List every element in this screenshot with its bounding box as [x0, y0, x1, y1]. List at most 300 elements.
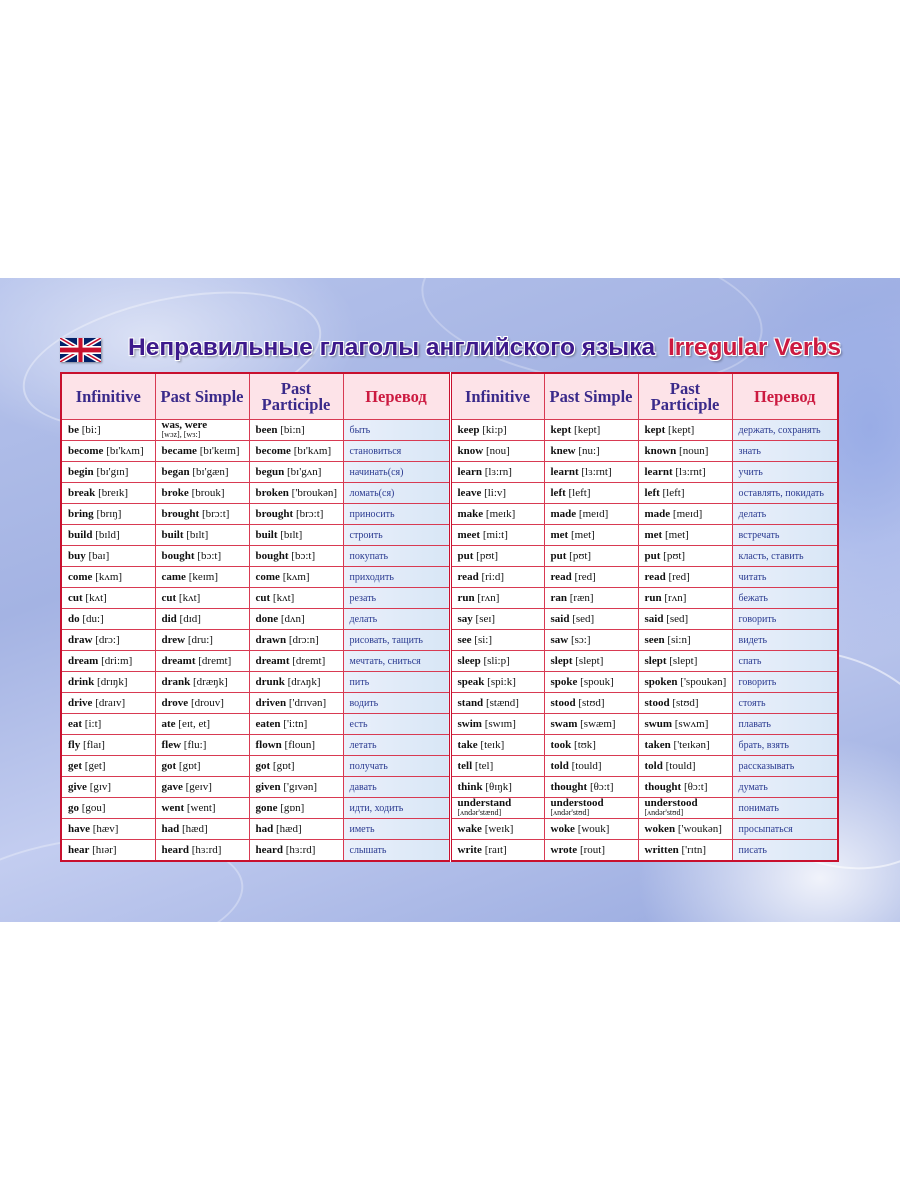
verb-form: break [68, 487, 96, 499]
verb-transcription: [bɪ'gɪn] [96, 466, 129, 478]
verb-transcription: [meɪk] [485, 508, 516, 520]
verb-past-participle [249, 693, 343, 714]
verb-form: swum [644, 718, 673, 730]
verb-past-simple [544, 693, 638, 714]
verb-transcription: [swæm] [580, 718, 616, 730]
verb-past-simple [544, 609, 638, 630]
verb-form: told [644, 760, 663, 772]
verb-past-participle [249, 609, 343, 630]
verb-form: woken [644, 823, 676, 835]
verb-transcription: [meɪd] [672, 508, 703, 520]
verb-transcription: [dʌn] [280, 613, 305, 625]
verb-form: met [644, 529, 663, 541]
verb-stacked [551, 799, 638, 817]
verb-transcription: [lɜ:rnt] [581, 466, 612, 478]
verb-transcription: [hɜ:rd] [191, 844, 222, 856]
verb-transcription: [meɪd] [578, 508, 609, 520]
verb-transcription: [brɔ:t] [295, 508, 324, 520]
verb-form: cut [68, 592, 83, 604]
verb-form: driven [255, 697, 287, 709]
verb-infinitive [61, 756, 155, 777]
verb-form: run [644, 592, 662, 604]
verb-transcription: [ʌndər'stænd] [457, 808, 502, 817]
verb-transcription: [nou] [485, 445, 510, 457]
header-past-simple: Past Simple [544, 373, 638, 420]
verb-transcription: [drʌŋk] [287, 676, 321, 688]
verb-form: thought [644, 781, 682, 793]
verb-infinitive [450, 483, 544, 504]
verb-transcription: [bɪ'kʌm] [293, 445, 332, 457]
verb-translation: знать [732, 441, 838, 462]
verb-transcription: [bɔ:t] [197, 550, 222, 562]
table-header-row [61, 373, 838, 420]
verb-transcription: ['spoukən] [680, 676, 727, 688]
verb-past-simple [544, 525, 638, 546]
verb-transcription: [brouk] [191, 487, 225, 499]
verb-transcription: [pʊt] [569, 550, 592, 562]
verb-translation: класть, ставить [732, 546, 838, 567]
verb-translation: говорить [732, 609, 838, 630]
verb-translation: приходить [343, 567, 450, 588]
verb-form: got [255, 760, 271, 772]
verb-form: made [644, 508, 671, 520]
table-row [61, 714, 838, 735]
verb-form: see [457, 634, 472, 646]
verb-past-participle [638, 504, 732, 525]
verb-transcription: [lɜ:rnt] [675, 466, 706, 478]
verb-form: begun [255, 466, 285, 478]
verb-form: tell [457, 760, 473, 772]
verb-infinitive [61, 651, 155, 672]
verb-infinitive [450, 777, 544, 798]
verb-form: took [550, 739, 572, 751]
verb-form: drawn [255, 634, 287, 646]
verb-translation: читать [732, 567, 838, 588]
verb-transcription: [sɔ:] [570, 634, 591, 646]
table-row [61, 672, 838, 693]
verb-infinitive [450, 651, 544, 672]
verb-form: kept [644, 424, 666, 436]
verb-transcription: [swʌm] [674, 718, 709, 730]
verb-form: written [644, 844, 679, 856]
verb-translation: ломать(ся) [343, 483, 450, 504]
verb-past-participle [638, 588, 732, 609]
verb-past-participle [249, 420, 343, 441]
verb-transcription: [slept] [575, 655, 604, 667]
verb-infinitive [450, 525, 544, 546]
verb-transcription: [teɪk] [480, 739, 505, 751]
verb-form: learn [457, 466, 482, 478]
verb-past-participle [249, 525, 343, 546]
verb-transcription: [si:n] [667, 634, 691, 646]
verb-past-participle [249, 483, 343, 504]
verb-transcription: [left] [568, 487, 591, 499]
verb-form: put [457, 550, 474, 562]
verb-transcription: [drouv] [190, 697, 224, 709]
verb-stacked [162, 421, 249, 439]
verb-infinitive [61, 609, 155, 630]
irregular-verbs-poster [0, 278, 900, 922]
verb-past-participle [249, 504, 343, 525]
verb-form: write [457, 844, 482, 856]
verb-past-participle [638, 525, 732, 546]
verb-past-participle [638, 483, 732, 504]
verb-form: drove [161, 697, 189, 709]
verb-translation: делать [732, 504, 838, 525]
table-row [61, 420, 838, 441]
verb-past-participle [638, 546, 732, 567]
verb-form: began [161, 466, 190, 478]
verb-form: gone [255, 802, 278, 814]
verb-transcription: [bɪ'kʌm] [106, 445, 144, 457]
verb-form: dreamt [161, 655, 196, 667]
verb-transcription: [tould] [571, 760, 602, 772]
verb-form: did [161, 613, 177, 625]
verb-transcription: [ræn] [569, 592, 594, 604]
verb-transcription: [du:] [82, 613, 104, 625]
verb-past-simple [544, 756, 638, 777]
verb-transcription: [kept] [574, 424, 601, 436]
verb-past-simple [155, 567, 249, 588]
verb-past-simple [155, 420, 249, 441]
verb-infinitive [61, 420, 155, 441]
verb-transcription: [spi:k] [487, 676, 516, 688]
verb-transcription: [stʊd] [672, 697, 699, 709]
verb-infinitive [450, 462, 544, 483]
verb-past-participle [249, 756, 343, 777]
verb-transcription: [bi:n] [280, 424, 305, 436]
verb-transcription: [geɪv] [185, 781, 212, 793]
verb-transcription: [bɪ'keɪm] [199, 445, 240, 457]
verb-form: begin [68, 466, 94, 478]
verb-transcription: [hæd] [182, 823, 208, 835]
verb-transcription: [tel] [474, 760, 494, 772]
verb-form: heard [161, 844, 189, 856]
verb-transcription: [red] [574, 571, 596, 583]
verb-transcription: [ri:d] [481, 571, 505, 583]
verb-form: ate [161, 718, 176, 730]
verb-transcription: [θɔ:t] [683, 781, 708, 793]
verb-past-participle [249, 714, 343, 735]
verb-transcription: [drɪŋk] [97, 676, 128, 688]
verb-form: swam [550, 718, 578, 730]
verb-transcription: [rʌn] [664, 592, 687, 604]
verb-past-simple [155, 525, 249, 546]
verb-form: hear [68, 844, 90, 856]
verb-transcription: [kept] [668, 424, 695, 436]
verb-past-simple [544, 504, 638, 525]
verb-transcription: [kʌt] [178, 592, 201, 604]
verb-transcription: [θɪŋk] [485, 781, 512, 793]
verb-past-simple [155, 735, 249, 756]
verb-form: said [644, 613, 664, 625]
verb-infinitive [450, 714, 544, 735]
verb-form: drink [68, 676, 95, 688]
table-row [61, 504, 838, 525]
verb-past-simple [544, 714, 638, 735]
table-row [61, 756, 838, 777]
verb-past-participle [638, 462, 732, 483]
verb-transcription: [flu:] [183, 739, 207, 751]
verb-transcription: [ʌndər'stʊd] [644, 808, 684, 817]
verb-translation: пить [343, 672, 450, 693]
verb-form: stood [644, 697, 670, 709]
header-infinitive: Infinitive [61, 373, 155, 420]
verb-transcription: [rʌn] [477, 592, 500, 604]
verb-form: fly [68, 739, 81, 751]
verb-translation: просыпаться [732, 819, 838, 840]
verb-form: was, were [161, 419, 208, 431]
verb-transcription: [dri:m] [101, 655, 133, 667]
verb-translation: говорить [732, 672, 838, 693]
verb-form: built [161, 529, 184, 541]
verb-form: kept [550, 424, 572, 436]
verb-past-simple [155, 630, 249, 651]
verb-transcription: [red] [668, 571, 690, 583]
verb-translation: водить [343, 693, 450, 714]
verb-form: say [457, 613, 473, 625]
header-translation: Перевод [732, 373, 838, 420]
verb-translation: рисовать, тащить [343, 630, 450, 651]
verb-transcription: [nu:] [578, 445, 600, 457]
table-row [61, 609, 838, 630]
verb-past-simple [155, 672, 249, 693]
poster-title-ru: Неправильные глаголы английского языка [128, 334, 656, 361]
verb-transcription: [brɪŋ] [96, 508, 122, 520]
table-row [61, 483, 838, 504]
verb-transcription: [ʌndər'stʊd] [550, 808, 590, 817]
verb-past-simple [155, 588, 249, 609]
verb-infinitive [61, 693, 155, 714]
verb-form: became [161, 445, 197, 457]
verb-past-simple [155, 483, 249, 504]
verb-past-participle [638, 840, 732, 862]
verb-past-simple [155, 714, 249, 735]
verb-transcription: [lɜ:rn] [484, 466, 512, 478]
verb-past-simple [544, 672, 638, 693]
verb-transcription: [pʊt] [476, 550, 499, 562]
verb-form: heard [255, 844, 283, 856]
verb-transcription: [hæd] [276, 823, 302, 835]
verb-form: went [161, 802, 185, 814]
verb-transcription: [sed] [666, 613, 689, 625]
verb-infinitive [450, 588, 544, 609]
table-row [61, 798, 838, 819]
verb-form: said [550, 613, 570, 625]
verb-infinitive [450, 609, 544, 630]
verb-infinitive [450, 756, 544, 777]
verb-infinitive [450, 693, 544, 714]
verb-transcription: [pʊt] [663, 550, 686, 562]
verb-translation: рассказывать [732, 756, 838, 777]
verb-past-participle [249, 840, 343, 862]
verb-translation: учить [732, 462, 838, 483]
verb-infinitive [61, 819, 155, 840]
verb-infinitive [450, 420, 544, 441]
verb-transcription: [left] [662, 487, 685, 499]
verb-translation: слышать [343, 840, 450, 862]
verb-past-participle [249, 798, 343, 819]
verb-translation: летать [343, 735, 450, 756]
verb-transcription: [breɪk] [98, 487, 128, 499]
verb-translation: мечтать, сниться [343, 651, 450, 672]
verb-transcription: [tʊk] [574, 739, 596, 751]
verb-infinitive [450, 546, 544, 567]
verb-transcription: ['drɪvən] [288, 697, 327, 709]
table-row [61, 546, 838, 567]
verb-past-participle [249, 651, 343, 672]
verb-transcription: [bɪlt] [186, 529, 209, 541]
verb-transcription: [met] [664, 529, 689, 541]
verb-form: eaten [255, 718, 281, 730]
verb-past-simple [544, 567, 638, 588]
verb-form: become [255, 445, 291, 457]
verb-form: read [550, 571, 572, 583]
poster-title-en: Irregular Verbs [668, 334, 841, 361]
verb-transcription: [si:] [474, 634, 493, 646]
verb-translation: резать [343, 588, 450, 609]
verb-form: buy [68, 550, 86, 562]
verb-past-participle [638, 777, 732, 798]
verb-transcription: [gɒt] [272, 760, 295, 772]
verb-transcription: [i:t] [84, 718, 102, 730]
verb-transcription: [wɔz], [wɜ:] [161, 430, 201, 439]
verb-form: left [550, 487, 566, 499]
verb-transcription: [dremt] [292, 655, 326, 667]
verb-infinitive [450, 567, 544, 588]
verb-translation: плавать [732, 714, 838, 735]
verb-form: speak [457, 676, 485, 688]
verb-form: drive [68, 697, 93, 709]
verb-form: keep [457, 424, 480, 436]
verb-infinitive [450, 735, 544, 756]
verb-form: stand [457, 697, 484, 709]
verb-translation: оставлять, покидать [732, 483, 838, 504]
verb-form: been [255, 424, 278, 436]
verb-past-participle [249, 441, 343, 462]
verb-translation: приносить [343, 504, 450, 525]
verb-past-simple [155, 693, 249, 714]
verb-translation: понимать [732, 798, 838, 819]
verb-infinitive [450, 441, 544, 462]
verb-transcription: [kʌt] [272, 592, 295, 604]
verb-form: learnt [550, 466, 579, 478]
verb-form: run [457, 592, 475, 604]
verb-transcription: [kʌm] [95, 571, 123, 583]
verb-form: build [68, 529, 93, 541]
verb-past-participle [249, 819, 343, 840]
verb-transcription: [gou] [81, 802, 106, 814]
verb-form: understood [550, 797, 604, 809]
verb-past-participle [638, 756, 732, 777]
verb-form: know [457, 445, 484, 457]
verb-translation: покупать [343, 546, 450, 567]
verb-form: had [161, 823, 180, 835]
verb-translation: видеть [732, 630, 838, 651]
table-row [61, 735, 838, 756]
verb-transcription: [bɪld] [95, 529, 120, 541]
verb-form: flown [255, 739, 282, 751]
verb-transcription: [kʌt] [85, 592, 107, 604]
verb-infinitive [61, 798, 155, 819]
verb-infinitive [61, 630, 155, 651]
verb-stacked [645, 799, 732, 817]
verb-form: spoken [644, 676, 678, 688]
verb-past-simple [544, 651, 638, 672]
verb-past-participle [249, 630, 343, 651]
verb-transcription: [met] [570, 529, 595, 541]
verb-past-participle [249, 567, 343, 588]
verb-transcription: [get] [84, 760, 106, 772]
verb-past-simple [544, 798, 638, 819]
verb-infinitive [450, 672, 544, 693]
verb-transcription: [bɪlt] [280, 529, 303, 541]
verb-past-participle [249, 546, 343, 567]
verb-past-simple [544, 588, 638, 609]
table-row [61, 777, 838, 798]
verb-transcription: [dɪd] [179, 613, 201, 625]
verb-past-participle [638, 441, 732, 462]
verb-translation: бежать [732, 588, 838, 609]
verb-transcription: [weɪk] [484, 823, 514, 835]
verb-form: met [550, 529, 569, 541]
verb-translation: брать, взять [732, 735, 838, 756]
verb-transcription: [rout] [579, 844, 605, 856]
verb-transcription: [tould] [665, 760, 696, 772]
verb-transcription: [stænd] [485, 697, 519, 709]
verb-infinitive [61, 735, 155, 756]
verb-form: learnt [644, 466, 673, 478]
verb-past-simple [155, 609, 249, 630]
verb-past-participle [638, 819, 732, 840]
verb-past-participle [638, 651, 732, 672]
verb-translation: спать [732, 651, 838, 672]
verb-transcription: [baɪ] [88, 550, 110, 562]
verb-form: swim [457, 718, 482, 730]
verb-past-participle [249, 777, 343, 798]
verb-infinitive [61, 483, 155, 504]
verb-form: got [161, 760, 177, 772]
verb-transcription: [wouk] [577, 823, 610, 835]
verb-form: made [550, 508, 577, 520]
verb-past-simple [155, 756, 249, 777]
verb-form: be [68, 424, 79, 436]
verb-form: thought [550, 781, 588, 793]
verb-transcription: [bɪ'gæn] [192, 466, 229, 478]
verb-transcription: [swɪm] [484, 718, 516, 730]
verb-past-simple [155, 819, 249, 840]
verb-infinitive [61, 441, 155, 462]
verb-form: meet [457, 529, 481, 541]
verb-transcription: [bɔ:t] [291, 550, 316, 562]
verb-past-simple [544, 441, 638, 462]
verb-form: drew [161, 634, 186, 646]
verb-past-participle [638, 630, 732, 651]
verb-transcription: ['i:tn] [283, 718, 308, 730]
verb-form: cut [255, 592, 271, 604]
verb-form: told [550, 760, 569, 772]
verb-form: drunk [255, 676, 285, 688]
verb-transcription: ['broukən] [291, 487, 338, 499]
table-row [61, 567, 838, 588]
verb-form: bought [161, 550, 195, 562]
verb-form: come [68, 571, 93, 583]
verb-transcription: [spouk] [580, 676, 614, 688]
verb-form: bought [255, 550, 289, 562]
table-row [61, 525, 838, 546]
irregular-verbs-table [60, 372, 839, 862]
verb-transcription: [floun] [284, 739, 316, 751]
